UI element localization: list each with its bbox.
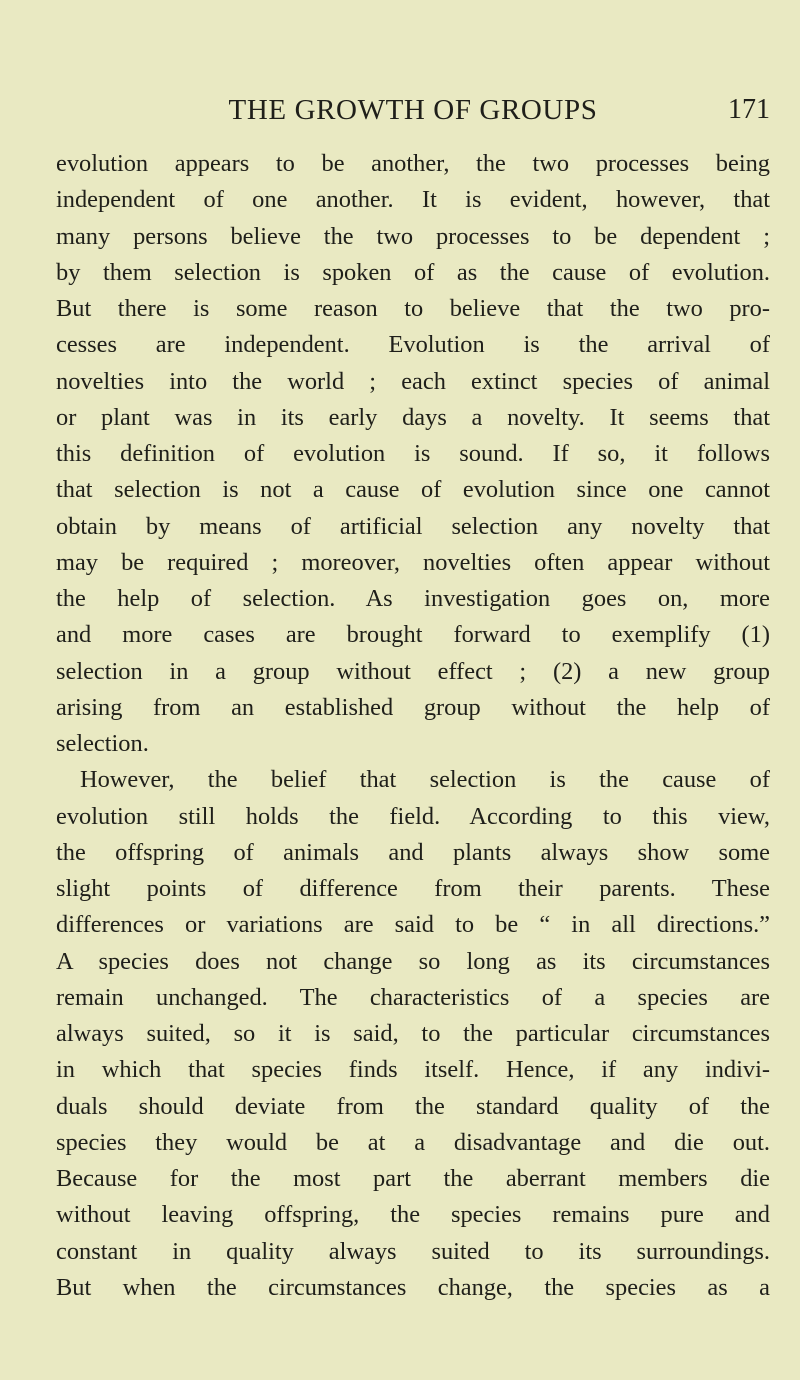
text-line: evolution still holds the field. According to this view, <box>56 802 770 830</box>
text-line: that selection is not a cause of evolution since one cannot <box>56 476 770 504</box>
text-line: by them selection is spoken of as the cause of evolution. <box>56 258 770 286</box>
text-line: or plant was in its early days a novelty. It seems that <box>56 403 770 431</box>
text-line: may be required ; moreover, novelties often appear without <box>56 548 770 576</box>
text-line: the offspring of animals and plants always show some <box>56 838 770 866</box>
text-line: remain unchanged. The characteristics of a species are <box>56 983 770 1011</box>
text-line: species they would be at a disadvantage and die out. <box>56 1128 770 1156</box>
text-line: many persons believe the two processes to be dependent ; <box>56 222 770 250</box>
text-line: always suited, so it is said, to the particular circumstances <box>56 1020 770 1047</box>
text-line: evolution appears to be another, the two processes being <box>56 150 770 177</box>
running-title: THE GROWTH OF GROUPS <box>228 94 598 126</box>
text-line: independent of one another. It is evident, however, that <box>56 186 770 214</box>
text-line: slight points of difference from their parents. These <box>56 875 770 902</box>
text-line: But when the circumstances change, the species as a <box>56 1273 770 1301</box>
text-line: cesses are independent. Evolution is the arrival of <box>56 331 770 359</box>
text-line: selection in a group without effect ; (2) a new group <box>56 657 770 685</box>
text-line: However, the belief that selection is the cause of <box>80 766 770 794</box>
text-line: A species does not change so long as its circumstances <box>56 947 770 975</box>
text-line: differences or variations are said to be “ in all directions.” <box>56 911 770 939</box>
text-line: and more cases are brought forward to exemplify (1) <box>56 621 770 649</box>
text-line: this definition of evolution is sound. If so, it follows <box>56 440 770 467</box>
text-line: arising from an established group without the help of <box>56 693 770 721</box>
text-line: selection. <box>56 730 149 757</box>
text-line: in which that species finds itself. Hence, if any indivi- <box>56 1056 770 1084</box>
running-head <box>56 90 770 130</box>
text-line: without leaving offspring, the species remains pure and <box>56 1201 770 1229</box>
text-line: duals should deviate from the standard quality of the <box>56 1092 770 1120</box>
text-line: the help of selection. As investigation goes on, more <box>56 585 770 612</box>
text-line: obtain by means of artificial selection any novelty that <box>56 512 770 540</box>
text-line: Because for the most part the aberrant members die <box>56 1165 770 1192</box>
text-line: constant in quality always suited to its surroundings. <box>56 1237 770 1265</box>
page-number: 171 <box>728 94 770 125</box>
text-line: But there is some reason to believe that the two pro- <box>56 295 770 322</box>
body-text <box>56 146 770 1306</box>
text-line: novelties into the world ; each extinct species of animal <box>56 367 770 395</box>
